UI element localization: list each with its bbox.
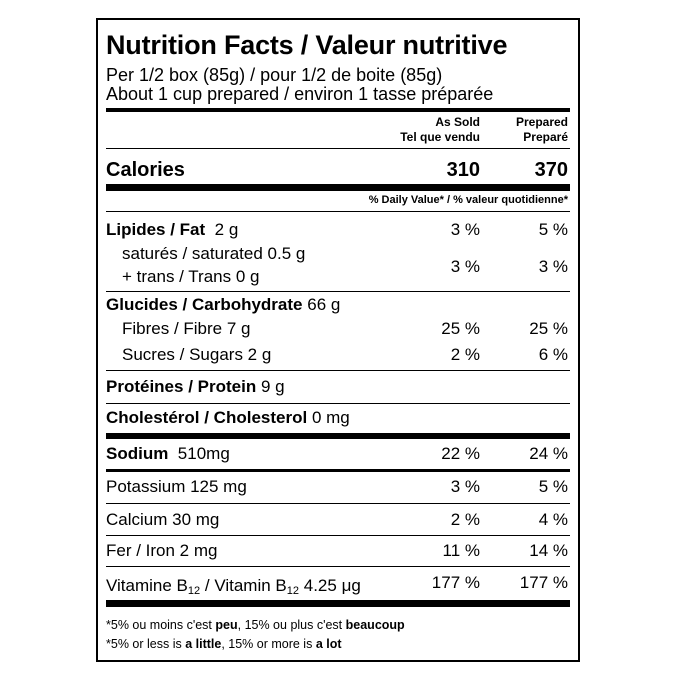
fibre-dv-prepared: 25 % xyxy=(529,319,568,338)
rule-thin xyxy=(106,566,570,567)
calcium-dv-prepared: 4 % xyxy=(538,510,568,529)
calcium-row: Calcium 30 mg xyxy=(106,510,220,529)
saturated-trans-dv-prepared: 3 % xyxy=(538,257,568,276)
calories-label: Calories xyxy=(106,159,185,181)
fibre-dv-as-sold: 25 % xyxy=(441,319,480,338)
rule-thin xyxy=(106,211,570,212)
rule-thick-top xyxy=(106,108,570,112)
calories-prepared: 370 xyxy=(534,159,568,181)
trans-row: + trans / Trans 0 g xyxy=(122,267,260,286)
iron-row: Fer / Iron 2 mg xyxy=(106,541,218,560)
sodium-dv-as-sold: 22 % xyxy=(441,444,480,463)
nutrition-facts-panel xyxy=(96,18,580,662)
sodium-dv-prepared: 24 % xyxy=(529,444,568,463)
carbohydrate-row: Glucides / Carbohydrate 66 g xyxy=(106,295,341,314)
rule-thin xyxy=(106,403,570,404)
potassium-dv-as-sold: 3 % xyxy=(450,477,480,496)
footnote-english: *5% or less is a little, 15% or more is a lot xyxy=(106,637,342,651)
vitamin-b12-dv-prepared: 177 % xyxy=(519,573,568,592)
rule-thin xyxy=(106,503,570,504)
panel-title: Nutrition Facts / Valeur nutritive xyxy=(106,30,508,60)
vitamin-b12-dv-as-sold: 177 % xyxy=(431,573,480,592)
rule-thin xyxy=(106,148,570,149)
rule-thin xyxy=(106,535,570,536)
sugars-row: Sucres / Sugars 2 g xyxy=(122,345,272,364)
protein-row: Protéines / Protein 9 g xyxy=(106,377,285,396)
saturated-trans-dv-as-sold: 3 % xyxy=(450,257,480,276)
calories-as-sold: 310 xyxy=(446,159,480,181)
rule-thick-bottom xyxy=(106,600,570,607)
rule-thin xyxy=(106,291,570,292)
col-prepared-header: Prepared Preparé xyxy=(515,115,568,144)
calcium-dv-as-sold: 2 % xyxy=(450,510,480,529)
sugars-dv-prepared: 6 % xyxy=(538,345,568,364)
fibre-row: Fibres / Fibre 7 g xyxy=(122,319,251,338)
iron-dv-as-sold: 11 % xyxy=(442,541,480,560)
rule-thin xyxy=(106,370,570,371)
sugars-dv-as-sold: 2 % xyxy=(450,345,480,364)
sodium-row: Sodium 510mg xyxy=(106,444,230,463)
serving-prepared: About 1 cup prepared / environ 1 tasse préparée xyxy=(106,84,494,104)
rule-thick-mid xyxy=(106,433,570,439)
vitamin-b12-row: Vitamine $B_{12}$ / Vitamin $B_{12}$ 4.25 μg xyxy=(106,576,361,597)
potassium-row: Potassium 125 mg xyxy=(106,477,247,496)
potassium-dv-prepared: 5 % xyxy=(538,477,568,496)
serving-size: Per 1/2 box (85g) / pour 1/2 de boite (85g) xyxy=(106,65,443,85)
fat-row: Lipides / Fat 2 g xyxy=(106,220,239,239)
fat-dv-as-sold: 3 % xyxy=(450,220,480,239)
fat-dv-prepared: 5 % xyxy=(538,220,568,239)
saturated-row: saturés / saturated 0.5 g xyxy=(122,244,306,263)
rule-calories xyxy=(106,184,570,191)
col-as-sold-header: As Sold Tel que vendu xyxy=(400,115,480,144)
cholesterol-row: Cholestérol / Cholesterol 0 mg xyxy=(106,408,350,427)
daily-value-header: % Daily Value* / % valeur quotidienne* xyxy=(368,194,568,206)
iron-dv-prepared: 14 % xyxy=(529,541,568,560)
footnote-french: *5% ou moins c'est peu, 15% ou plus c'est beaucoup xyxy=(106,618,405,632)
rule-medium xyxy=(106,469,570,472)
